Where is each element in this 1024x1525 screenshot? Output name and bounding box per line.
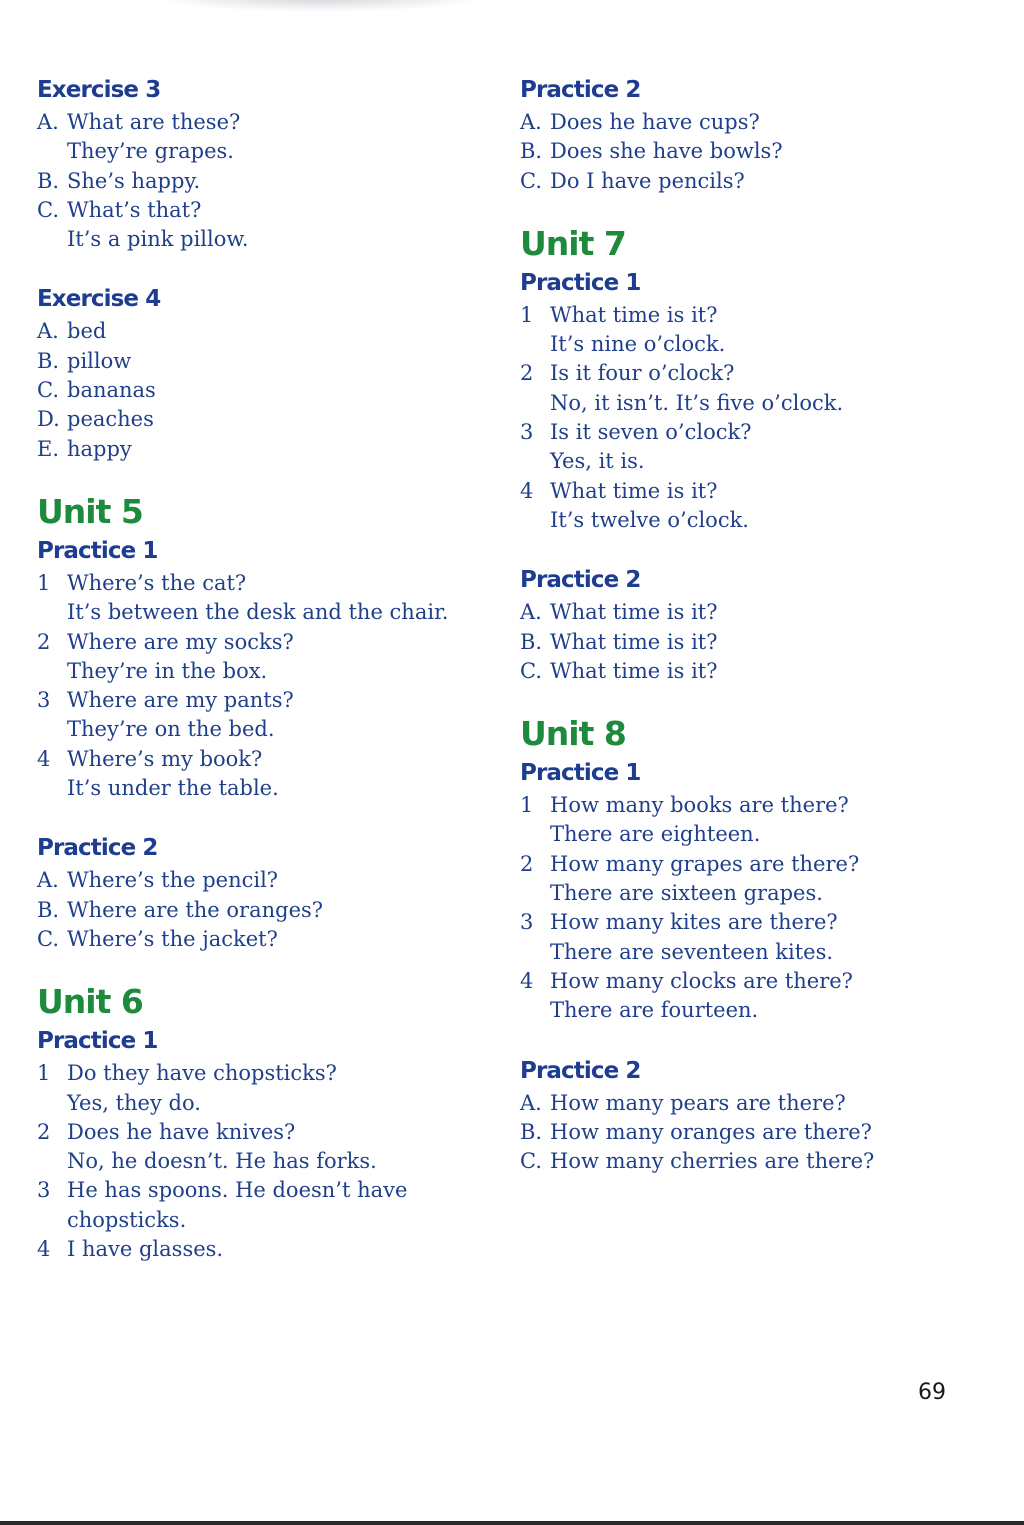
item-text: peaches [67,407,154,432]
answer-item [37,317,487,346]
answer-continuation: They’re grapes. [67,139,234,164]
answer-continuation: They’re on the bed. [67,717,275,742]
item-marker: D. [37,407,60,432]
practice-2-section [37,830,487,954]
item-text: She’s happy. [67,168,201,193]
item-text: Do I have pencils? [550,168,745,193]
item-text: Where are my pants? [67,688,294,713]
answer-continuation: It’s twelve o’clock. [550,507,749,532]
item-text: What’s that? [67,197,202,222]
item-text: Where are my socks? [67,629,294,654]
answer-continuation: chopsticks. [67,1207,187,1232]
answer-item [520,108,990,137]
scan-shadow [150,0,490,12]
answer-continuation: It’s under the table. [67,776,279,801]
item-text: bed [67,319,107,344]
answer-continuation: Yes, they do. [67,1090,201,1115]
answer-item [520,657,990,686]
section-heading: Exercise 4 [37,286,161,313]
item-marker: C. [520,658,542,683]
answer-continuation: No, it isn’t. It’s five o’clock. [550,390,844,415]
unit-title: Unit 7 [520,223,626,263]
answer-item [520,359,990,388]
item-text: Does he have knives? [67,1119,296,1144]
item-marker: A. [37,868,59,893]
answer-item [37,435,487,464]
right-column [520,72,990,1203]
section-heading: Practice 1 [520,269,641,296]
section-heading: Practice 1 [37,537,158,564]
item-text: How many clocks are there? [550,968,853,993]
section-heading: Practice 1 [37,1028,158,1055]
item-text: Is it seven o’clock? [550,420,752,445]
answer-item [520,477,990,506]
item-marker: 3 [37,688,51,713]
unit-6-block [37,981,487,1264]
answer-continuation: It’s a pink pillow. [67,227,249,252]
answer-item [520,301,990,330]
section-heading: Exercise 3 [37,77,161,103]
item-text: How many books are there? [550,793,849,818]
practice-1-section [520,755,990,1025]
answer-continuation: It’s between the desk and the chair. [67,600,449,625]
answer-item [37,925,487,954]
item-marker: 1 [37,1061,51,1086]
answer-item [37,1118,487,1147]
practice-1-section [37,533,487,803]
answer-item [520,967,990,996]
answer-item [37,347,487,376]
item-marker: C. [520,1149,542,1174]
item-marker: 3 [37,1178,51,1203]
item-marker: 1 [37,570,51,595]
item-marker: 3 [520,910,534,935]
answer-item [520,1089,990,1118]
unit-5-block [37,491,487,954]
answer-item [37,376,487,405]
item-marker: 4 [520,968,534,993]
answer-item [520,850,990,879]
practice-2-section [520,1053,990,1177]
item-text: What time is it? [550,600,718,625]
answer-item [37,167,487,196]
item-text: Where’s the cat? [67,570,247,595]
item-text: Where are the oranges? [67,897,324,922]
item-marker: C. [37,926,59,951]
answer-item [37,569,487,598]
item-text: Where’s my book? [67,746,263,771]
bottom-border [0,1521,1024,1525]
item-text: What time is it? [550,658,718,683]
item-text: Does she have bowls? [550,139,783,164]
item-marker: 4 [37,746,51,771]
answer-item [37,1235,487,1264]
section-heading: Practice 2 [37,835,158,862]
answer-item [520,791,990,820]
item-text: How many pears are there? [550,1090,846,1115]
practice-1-section [37,1023,487,1264]
answer-item [520,908,990,937]
item-text: How many cherries are there? [550,1149,875,1174]
unit-8-block [520,713,990,1176]
answer-continuation: They’re in the box. [67,658,268,683]
answer-continuation: Yes, it is. [550,449,645,474]
answer-item [520,1147,990,1176]
practice-2-section [520,72,990,196]
exercise-4-section [37,281,487,463]
answer-item [520,418,990,447]
item-text: Where’s the pencil? [67,868,279,893]
section-heading: Practice 2 [520,77,641,103]
item-marker: 2 [37,629,51,654]
item-text: happy [67,436,132,461]
item-marker: E. [37,436,60,461]
answer-continuation: There are eighteen. [550,822,761,847]
answer-item [37,745,487,774]
answer-continuation: There are sixteen grapes. [550,881,823,906]
answer-item [37,896,487,925]
answer-item [37,866,487,895]
answer-item [37,196,487,225]
item-marker: C. [37,378,59,403]
answer-continuation: No, he doesn’t. He has forks. [67,1149,377,1174]
item-marker: A. [520,110,542,134]
item-marker: C. [520,168,542,193]
answer-continuation: It’s nine o’clock. [550,332,726,357]
item-text: What are these? [67,110,241,134]
unit-7-block [520,223,990,686]
item-marker: 2 [37,1119,51,1144]
item-text: pillow [67,348,132,373]
item-text: How many grapes are there? [550,851,860,876]
answer-item [37,628,487,657]
item-text: How many oranges are there? [550,1119,872,1144]
answer-continuation: There are fourteen. [550,998,759,1023]
answer-item [37,108,487,137]
answer-item [37,1176,487,1205]
item-text: What time is it? [550,478,718,503]
item-text: What time is it? [550,302,718,327]
answer-continuation: There are seventeen kites. [550,939,834,964]
answer-item [37,1059,487,1088]
item-text: How many kites are there? [550,910,838,935]
answer-item [520,628,990,657]
item-text: bananas [67,378,156,403]
item-marker: A. [520,600,542,625]
answer-item [37,405,487,434]
item-text: What time is it? [550,629,718,654]
left-column [37,72,487,1291]
item-text: Do they have chopsticks? [67,1061,337,1086]
item-marker: C. [37,197,59,222]
item-text: Where’s the jacket? [67,926,278,951]
practice-1-section [520,265,990,535]
item-marker: B. [37,897,60,922]
answer-item [520,167,990,196]
item-marker: A. [37,319,59,344]
answer-item [520,137,990,166]
item-marker: 4 [520,478,534,503]
item-marker: B. [37,168,60,193]
section-heading: Practice 2 [520,1057,641,1084]
answer-item [37,686,487,715]
item-text: Is it four o’clock? [550,361,735,386]
page-number: 69 [918,1380,946,1405]
item-marker: 2 [520,851,534,876]
item-text: I have glasses. [67,1237,224,1262]
item-marker: B. [520,139,543,164]
answer-item [520,598,990,627]
item-marker: 4 [37,1237,51,1262]
item-marker: 1 [520,302,534,327]
exercise-3-section [37,72,487,254]
item-marker: B. [520,629,543,654]
item-marker: A. [520,1090,542,1115]
item-marker: B. [520,1119,543,1144]
section-heading: Practice 2 [520,567,641,594]
item-text: Does he have cups? [550,110,760,134]
unit-title: Unit 6 [37,982,143,1022]
answer-item [520,1118,990,1147]
section-heading: Practice 1 [520,760,641,787]
practice-2-section [520,562,990,686]
item-marker: 2 [520,361,534,386]
unit-title: Unit 5 [37,491,143,531]
item-marker: B. [37,348,60,373]
item-text: He has spoons. He doesn’t have [67,1178,408,1203]
item-marker: 1 [520,793,534,818]
item-marker: A. [37,110,59,134]
item-marker: 3 [520,420,534,445]
unit-title: Unit 8 [520,714,626,754]
